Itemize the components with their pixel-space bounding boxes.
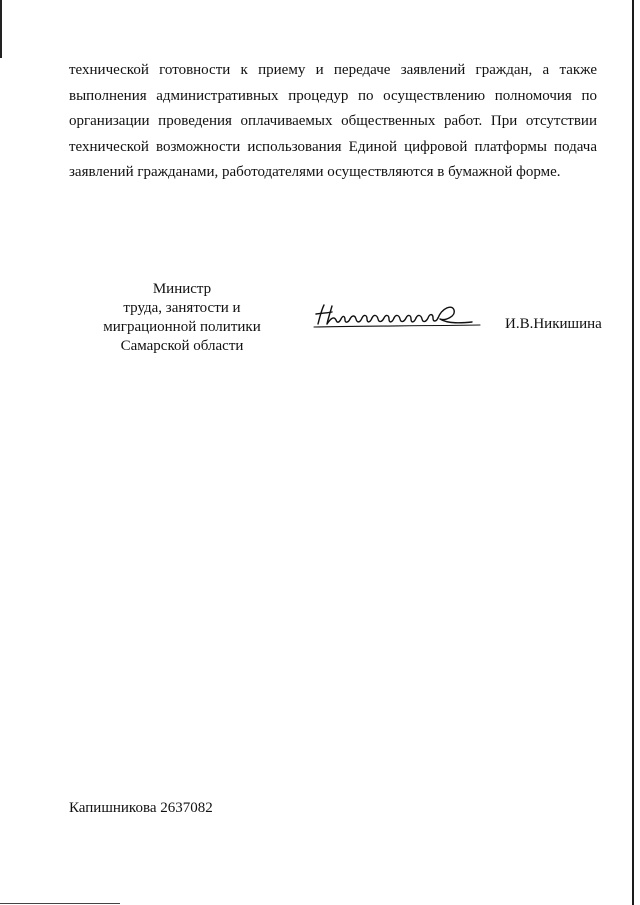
- document-body-paragraph: [69, 58, 597, 186]
- body-line: технической возможности использования Единой цифровой платформы подача: [69, 138, 597, 155]
- scan-edge-bottom: [0, 903, 120, 904]
- position-line: Министр: [152, 281, 212, 297]
- position-line: труда, занятости и: [123, 300, 241, 316]
- body-line: выполнения административных процедур по осуществлению полномочия по: [69, 87, 597, 104]
- scan-edge-right: [632, 0, 634, 905]
- executor-contact: Капишникова 2637082: [69, 800, 213, 816]
- signer-name: И.В.Никишина: [505, 316, 602, 332]
- body-line: организации проведения оплачиваемых общественных работ. При отсутствии: [69, 113, 597, 130]
- position-line: миграционной политики: [103, 319, 261, 335]
- body-line: технической готовности к приему и передаче заявлений граждан, а также: [69, 62, 597, 78]
- position-line: Самарской области: [120, 338, 244, 354]
- scan-edge-left: [0, 0, 2, 58]
- signatory-position: [92, 280, 272, 356]
- handwritten-signature: [312, 300, 482, 330]
- body-line: заявлений гражданами, работодателями осуществляются в бумажной форме.: [69, 164, 561, 181]
